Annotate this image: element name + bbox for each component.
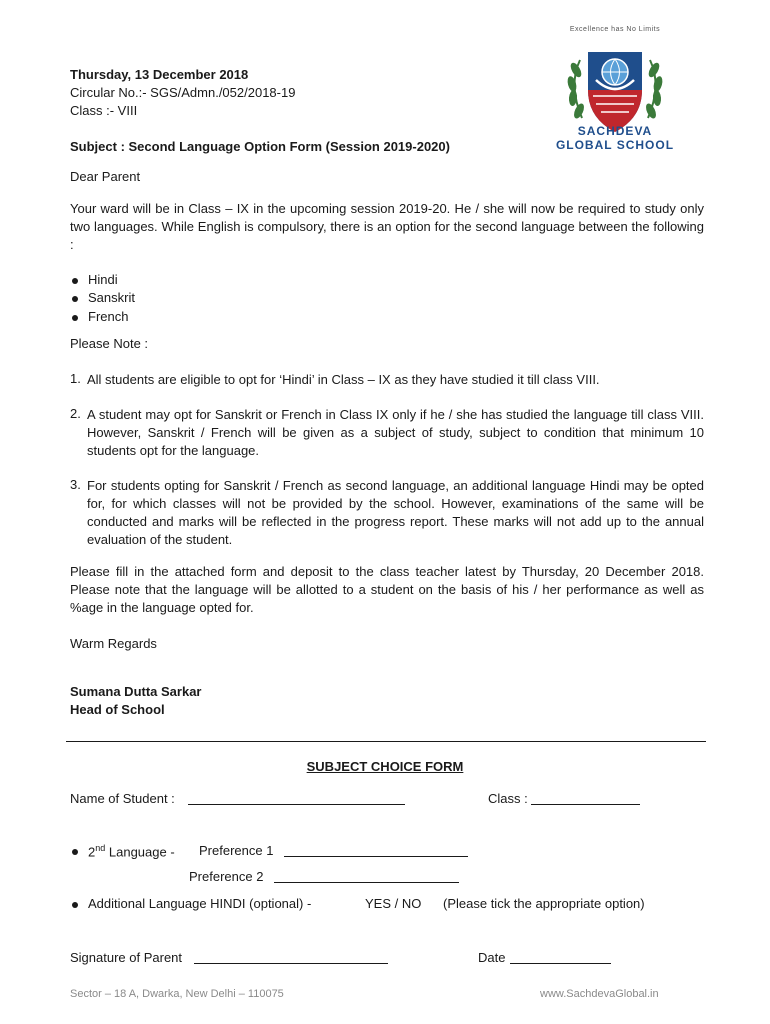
footer-website[interactable]: www.SachdevaGlobal.in: [540, 988, 659, 1000]
bullet-icon: [72, 278, 78, 284]
logo-name-line2: GLOBAL SCHOOL: [555, 138, 675, 152]
note-number: 3.: [70, 477, 81, 492]
parent-signature-label: Signature of Parent: [70, 950, 183, 965]
bullet-icon: [72, 902, 78, 908]
language-option-french: French: [88, 309, 129, 324]
signatory-title: Head of School: [70, 702, 165, 717]
circular-number: Circular No.:- SGS/Admn./052/2018-19: [70, 85, 296, 100]
note-text: A student may opt for Sanskrit or French in Class IX only if he / she has studied the language till class VIII. However, Sanskrit / French will be given as a subject of study, subject to condition that minimum 10 students opt for the language.: [87, 407, 704, 458]
preference-2-field[interactable]: [274, 870, 459, 883]
preference-1-field[interactable]: [284, 844, 468, 857]
date-field[interactable]: [510, 951, 611, 964]
school-logo: [530, 22, 700, 157]
parent-signature-field[interactable]: [194, 951, 388, 964]
logo-name-line1: SACHDEVA: [577, 124, 653, 138]
date-label: Date: [478, 950, 506, 965]
letter-date: Thursday, 13 December 2018: [70, 67, 249, 82]
bullet-icon: [72, 315, 78, 321]
salutation: Dear Parent: [70, 169, 141, 184]
note-heading: Please Note :: [70, 336, 149, 351]
yes-no-option[interactable]: YES / NO: [365, 896, 422, 911]
student-name-field[interactable]: [188, 792, 405, 805]
note-number: 1.: [70, 371, 81, 386]
signatory-name: Sumana Dutta Sarkar: [70, 684, 202, 699]
language-option-sanskrit: Sanskrit: [88, 290, 135, 305]
bullet-icon: [72, 849, 78, 855]
intro-paragraph: Your ward will be in Class – IX in the upcoming session 2019-20. He / she will now be required to study only two languages. While English is compulsory, there is an option for the second language between the following :: [70, 201, 704, 252]
class-field[interactable]: [531, 792, 640, 805]
tick-hint: (Please tick the appropriate option): [443, 896, 645, 911]
bullet-icon: [72, 296, 78, 302]
logo-tagline: Excellence has No Limits: [569, 26, 661, 33]
footer-address: Sector – 18 A, Dwarka, New Delhi – 110075: [70, 988, 284, 1000]
preference-2-label: Preference 2: [189, 869, 264, 884]
preference-1-label: Preference 1: [199, 843, 274, 858]
class-line: Class :- VIII: [70, 103, 138, 118]
second-language-label: [88, 843, 175, 859]
subject-line: Subject : Second Language Option Form (Session 2019-2020): [70, 139, 450, 154]
closing-paragraph: Please fill in the attached form and deposit to the class teacher latest by Thursday, 20 December 2018. Please note that the language will be allotted to a student on the basis of his / her performance as well as %age in the language opted for.: [70, 564, 704, 615]
language-option-hindi: Hindi: [88, 272, 118, 287]
form-title: SUBJECT CHOICE FORM: [306, 759, 464, 774]
language-label-text: Language -: [108, 844, 175, 860]
language-ordinal: nd: [95, 843, 106, 853]
section-divider: [66, 741, 706, 742]
student-name-label: Name of Student :: [70, 791, 175, 806]
warm-regards: Warm Regards: [70, 636, 157, 651]
additional-language-label: Additional Language HINDI (optional) -: [88, 896, 312, 911]
note-text: All students are eligible to opt for ‘Hindi’ in Class – IX as they have studied it till class VIII.: [87, 372, 600, 387]
class-label: Class :: [488, 791, 528, 806]
language-number: 2: [88, 844, 96, 860]
note-text: For students opting for Sanskrit / French as second language, an additional language Hindi may be opted for, for which classes will not be provided by the school. However, examinations of the same will be conducted and marks will be reflected in the progress report. These marks will not add up to the annual evaluation of the student.: [87, 478, 704, 547]
note-number: 2.: [70, 406, 81, 421]
